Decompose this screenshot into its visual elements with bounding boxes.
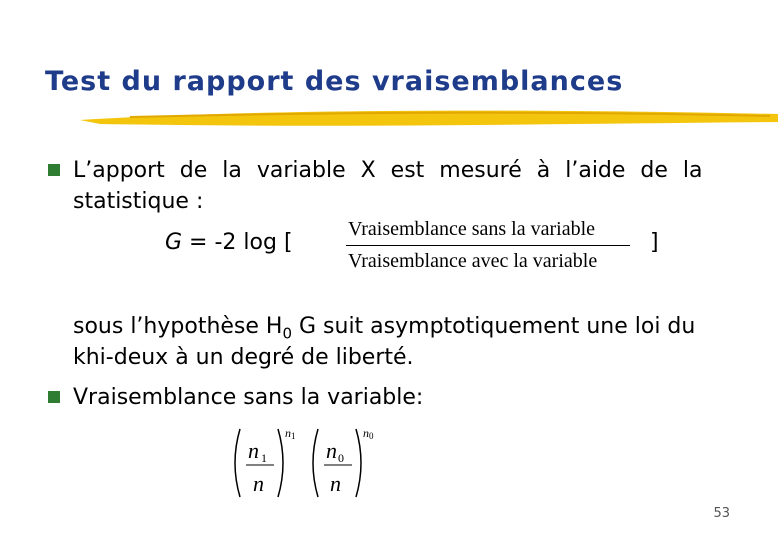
formula-prefix-rest: = -2 log [ [182, 230, 293, 255]
math-n-denominator-2: n [330, 471, 341, 496]
bullet-icon [48, 391, 60, 403]
slide-title: Test du rapport des vraisemblances [45, 66, 624, 97]
bullet1-line1: L’apport de la variable X est mesuré à l’aide de la [73, 158, 703, 183]
para-h0-subscript: 0 [282, 324, 292, 343]
page-number: 53 [713, 506, 730, 521]
formula-close-bracket: ] [650, 230, 659, 255]
title-underline-brushstroke [40, 102, 780, 130]
fraction-bar [346, 245, 630, 246]
math-n0-sub: 0 [338, 451, 344, 465]
math-exp1: n [285, 426, 291, 440]
likelihood-formula [228, 425, 398, 505]
bullet1-line2: statistique : [73, 189, 204, 214]
math-n0: n [326, 438, 337, 463]
formula-variable-g: G [165, 230, 183, 255]
para-line1 [73, 313, 695, 347]
bullet-icon [48, 164, 60, 176]
para-line2: khi-deux à un degré de liberté. [73, 345, 414, 370]
math-n1: n [248, 438, 259, 463]
para-line1-a: sous l’hypothèse H [73, 314, 283, 339]
math-n1-sub: 1 [261, 451, 267, 465]
math-exp0: n [363, 426, 369, 440]
math-exp0-sub: 0 [369, 431, 374, 441]
fraction-numerator: Vraisemblance sans la variable [348, 218, 596, 240]
math-exp1-sub: 1 [291, 431, 296, 441]
math-n-denominator-1: n [253, 471, 264, 496]
fraction-denominator: Vraisemblance avec la variable [348, 250, 598, 272]
formula-prefix [165, 229, 293, 257]
para-line1-b: G suit asymptotiquement une loi du [292, 314, 696, 339]
bullet2: Vraisemblance sans la variable: [73, 385, 424, 410]
